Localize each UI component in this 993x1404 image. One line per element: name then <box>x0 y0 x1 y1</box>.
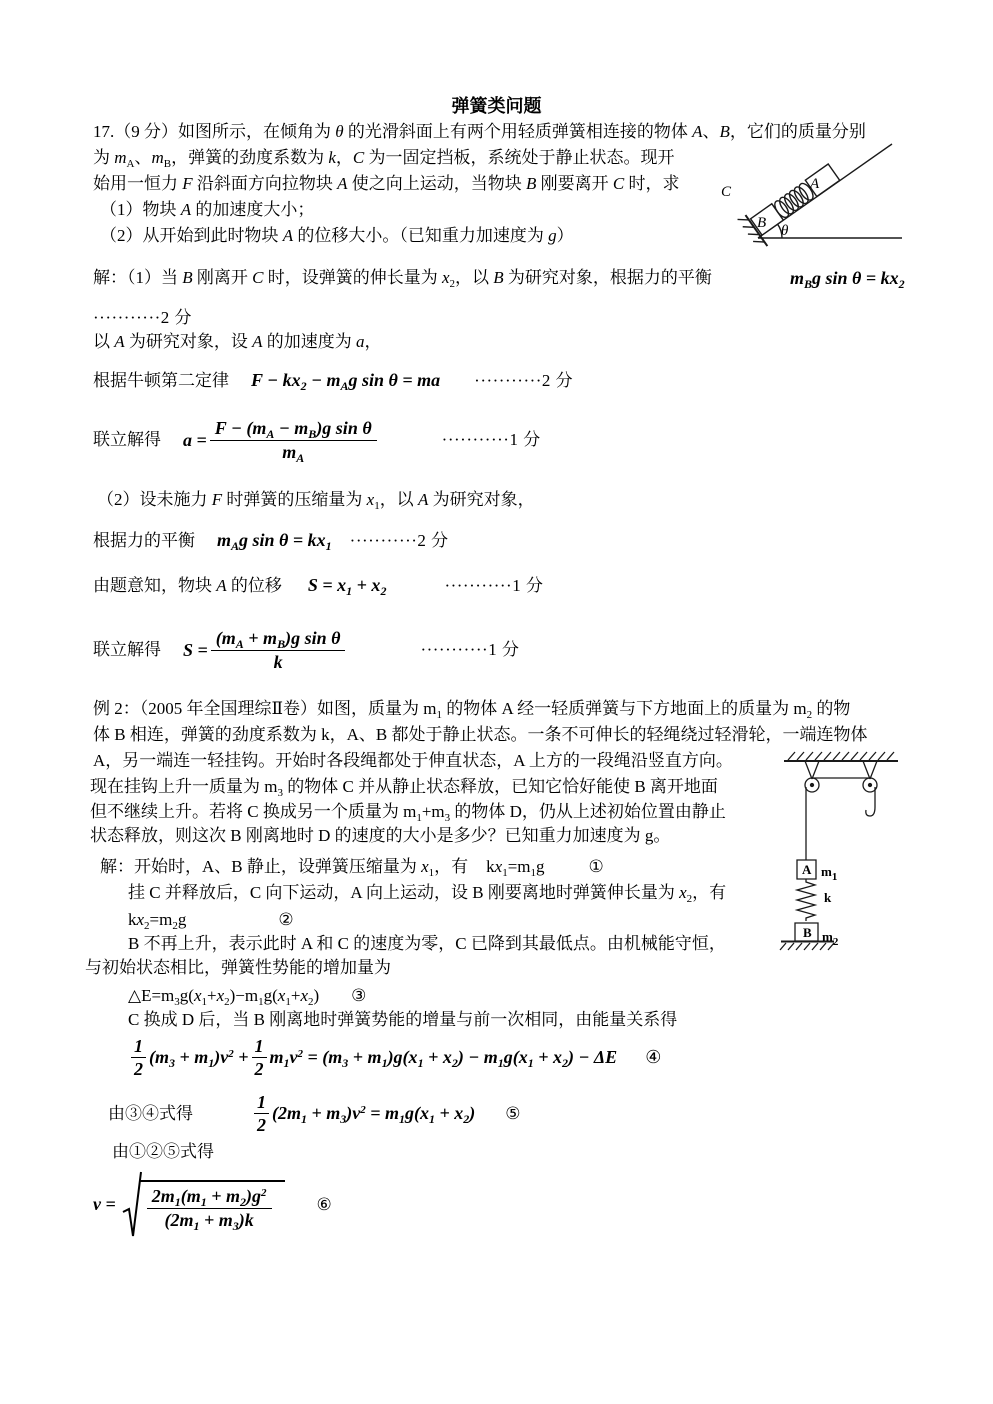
example2-line-6: 状态释放，则这次 B 刚离地时 D 的速度的大小是多少？已知重力加速度为 g。 <box>90 826 671 845</box>
sol17-disp-label: 由题意知，物块 A 的位移 <box>93 576 282 595</box>
sol17-acc-lhs: a = <box>183 429 207 450</box>
half-fraction <box>131 1036 146 1079</box>
sol2-line-4: B 不再上升，表示此时 A 和 C 的速度为零，C 已降到其最低点。由机械能守恒， <box>128 934 726 953</box>
problem17-question-2: （2）从开始到此时物块 A 的位移大小。（已知重力加速度为 g） <box>100 226 574 245</box>
sol17-score-5: ···········1 分 <box>444 576 544 595</box>
example2-line-2: 体 B 相连，弹簧的劲度系数为 k，A、B 都处于静止状态。一条不可伸长的轻绳绕过轻滑轮，一端连物体 <box>93 725 868 744</box>
sol2-l1-text: 解：开始时，A、B 静止，设弹簧压缩量为 $x_1$，有 <box>100 857 469 879</box>
pulley-label-m2: $m_2$ <box>822 929 839 948</box>
sol17-line-3: 以 A 为研究对象，设 A 的加速度为 a， <box>93 332 382 351</box>
sol17-result-lhs: S = <box>183 639 208 660</box>
sol2-line-6 <box>128 984 366 1008</box>
sol2-l6-formula: $\triangle E=m_3g(x_1+x_2)-m_1g(x_1+x_2)$ <box>128 986 320 1008</box>
eq4-mid: $(m_3 + m_1)v^2$ + <box>149 1047 249 1071</box>
incline-label-c: C <box>721 184 732 200</box>
half-fraction <box>252 1036 267 1079</box>
fraction-denominator: 2 <box>257 1114 266 1135</box>
fraction-numerator: 1 <box>131 1036 146 1058</box>
sol2-line-10: 由①②⑤式得 <box>112 1142 214 1161</box>
sol17-acc-fraction <box>210 418 377 465</box>
fraction-denominator: 2 <box>134 1058 143 1079</box>
sol17-newton-label: 根据牛顿第二定律 <box>93 371 229 390</box>
fraction-denominator: $(2m_1 + m_3)k$ <box>164 1209 254 1233</box>
sol2-line-2: 挂 C 并释放后，C 向下运动，A 向上运动，设 B 刚要离地时弹簧伸长量为 $x_2$，有 <box>128 883 727 905</box>
sol2-l1-formula: $kx_1=m_1g$ <box>486 857 545 879</box>
eq4-rhs: $m_1v^2 = (m_3 + m_1)g(x_1 + x_2) - m_1g(x_1 + x_2) - \Delta E$ <box>269 1047 618 1071</box>
pulley-label-block-a: A <box>802 862 812 877</box>
half-fraction <box>254 1092 269 1135</box>
sol2-l1-tag: ① <box>588 857 604 876</box>
sol17-score-6: ···········1 分 <box>420 640 520 660</box>
eq6-lhs: v = <box>93 1194 116 1215</box>
sol17-disp-formula: $S = x_1 + x_2$ <box>307 575 387 598</box>
sol17-result-fraction <box>211 628 346 672</box>
sol17-result-label: 联立解得 <box>93 640 161 660</box>
sol2-eq4-tag: ④ <box>645 1047 662 1068</box>
eq6-fraction <box>147 1185 272 1233</box>
eq5-label: 由③④式得 <box>108 1103 193 1123</box>
example2-line-5: 但不继续上升。若将 C 换成另一个质量为 $m_1+m_3$ 的物体 D，仍从上述初始位置由静止 <box>90 802 726 824</box>
fraction-numerator: 1 <box>252 1036 267 1058</box>
sol17-newton-line <box>93 368 573 393</box>
sol2-line-7: C 换成 D 后，当 B 刚离地时弹簧势能的增量与前一次相同，由能量关系得 <box>128 1010 678 1029</box>
fraction-numerator: $(m_A + m_B)g$ sin θ <box>211 628 346 651</box>
sol2-equation-6 <box>93 1170 332 1240</box>
example2-line-3: A，另一端连一轻挂钩。开始时各段绳都处于伸直状态，A 上方的一段绳沿竖直方向。 <box>93 751 733 770</box>
fraction-numerator: $2m_1(m_1 + m_2)g^2$ <box>147 1186 272 1209</box>
sol2-l3-formula: $kx_2=m_2g$ <box>128 910 187 932</box>
incline-label-a: A <box>810 176 820 192</box>
sol17-result-line <box>93 628 519 672</box>
sol17-score-1: ···········2 分 <box>93 308 193 327</box>
sol17-acc-label: 联立解得 <box>93 430 161 450</box>
incline-label-b: B <box>757 215 767 231</box>
sol2-equation-4 <box>128 1036 661 1079</box>
pulley-figure <box>778 747 906 957</box>
fraction-denominator: $m_A$ <box>282 441 305 465</box>
incline-figure <box>700 140 910 255</box>
sol17-line-1: 解：（1）当 B 刚离开 C 时，设弹簧的伸长量为 $x_2$，以 B 为研究对象，根据力的平衡 <box>93 268 712 290</box>
sol17-displacement-line <box>93 573 543 598</box>
sol2-eq6-tag: ⑥ <box>316 1195 332 1215</box>
fraction-denominator: 2 <box>254 1058 264 1079</box>
problem17-line-3: 始用一恒力 F 沿斜面方向拉物块 A 使之向上运动，当物块 B 刚要离开 C 时，求 <box>93 174 680 193</box>
sol17-eq-a-label: 根据力的平衡 <box>93 531 195 550</box>
incline-label-theta: θ <box>781 223 789 239</box>
pulley-label-k: k <box>824 890 832 905</box>
sol2-line-1 <box>100 855 604 879</box>
sol17-newton-formula: $F - kx_2 - m_Ag$ sin θ = ma <box>251 370 441 393</box>
fraction-denominator: k <box>273 651 283 672</box>
example2-line-1: 例 2：（2005 年全国理综Ⅱ卷）如图，质量为 $m_1$ 的物体 A 经一轻质弹簧与下方地面上的质量为 $m_2$ 的物 <box>93 699 851 721</box>
pulley-label-m1: $m_1$ <box>821 864 838 883</box>
fraction-numerator: 1 <box>254 1092 269 1114</box>
fraction-numerator: $F - (m_A - m_B)g$ sin θ <box>210 418 377 441</box>
sol17-score-3: ···········1 分 <box>441 430 541 450</box>
problem17-line-2: 为 $m_A$、$m_B$，弹簧的劲度系数为 k，C 为一固定挡板，系统处于静止状态。现开 <box>93 148 675 170</box>
problem17-question-1: （1）物块 A 的加速度大小； <box>100 200 315 219</box>
sol2-l3-tag: ② <box>278 910 294 929</box>
sol17-score-2: ···········2 分 <box>474 371 574 390</box>
sol17-eq-a-formula: $m_Ag$ $\sin \theta = kx_1$ <box>217 530 332 553</box>
example2-line-4: 现在挂钩上升一质量为 $m_3$ 的物体 C 并从静止状态释放，已知它恰好能使 B 离开地面 <box>90 777 718 799</box>
sol2-l6-tag: ③ <box>351 986 367 1005</box>
sol2-line-5: 与初始状态相比，弹簧性势能的增加量为 <box>85 958 391 977</box>
sol2-line-3 <box>128 908 294 932</box>
sol17-formula-equilibrium-b: $m_Bg$ $\sin \theta = kx_2$ <box>790 268 905 291</box>
pulley-label-block-b: B <box>803 925 812 940</box>
sol17-equilibrium-a-line <box>93 528 449 553</box>
radical-sign <box>122 1170 142 1240</box>
sol2-eq5-tag: ⑤ <box>505 1103 521 1123</box>
problem17-line-1: 17.（9 分）如图所示，在倾角为 θ 的光滑斜面上有两个用轻质弹簧相连接的物体 A、B，它们的质量分别 <box>93 122 866 141</box>
sol17-acceleration-line <box>93 418 541 465</box>
sol17-part2-line: （2）设未施力 F 时弹簧的压缩量为 $x_1$，以 A 为研究对象， <box>97 490 535 512</box>
sol17-score-4: ···········2 分 <box>349 531 449 550</box>
square-root <box>122 1170 285 1240</box>
sol2-equation-5 <box>108 1092 521 1135</box>
document-title: 弹簧类问题 <box>451 96 542 116</box>
eq5-rhs: $(2m_1 + m_3)v^2 = m_1g(x_1 + x_2)$ <box>272 1103 476 1127</box>
